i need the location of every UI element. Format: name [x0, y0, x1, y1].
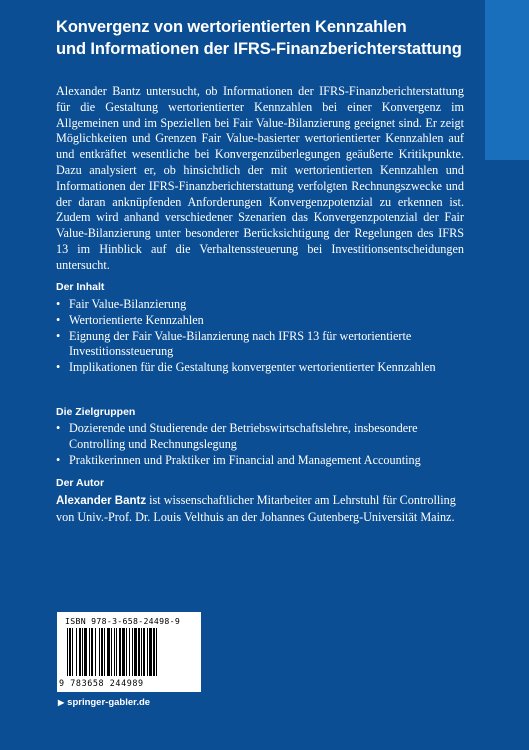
bullet-icon: •: [56, 452, 61, 467]
zielgruppen-heading: Die Zielgruppen: [56, 406, 136, 418]
author-name: Alexander Bantz: [56, 495, 147, 507]
title-line-2: und Informationen der IFRS-Finanzberichterstattung: [56, 40, 462, 58]
list-item: • Implikationen für die Gestaltung konvergenter wertorientierter Kennzahlen: [56, 360, 436, 375]
author-bio: ist wissenschaftlicher Mitarbeiter am Lehrstuhl für Controlling von Univ.-Prof. Dr. Louis Velthuis an der Johannes Gutenberg-Universität Mainz.: [56, 493, 456, 524]
inhalt-heading: Der Inhalt: [56, 281, 105, 293]
publisher-link[interactable]: [58, 697, 150, 708]
arrow-right-icon: ▶: [58, 698, 65, 707]
bullet-icon: •: [56, 360, 61, 375]
intro-paragraph: Alexander Bantz untersucht, ob Informationen der IFRS-Finanzberichterstattung für die Gestaltung wertorientierter Kennzahlen bei einer Konvergenz im Allgemeinen und im Speziellen bei Fair Value-Bilanzierung geeignet sind. Er zeigt Möglichkeiten und Grenzen Fair Value-basierter wertorientierter Kennzahlen auf und entkräftet wesentliche bei Konvergenzüberlegungen geäußerte Kritikpunkte. Dazu analysiert er, ob hinsichtlich der mit wertorientierten Kennzahlen und Informationen der IFRS-Finanzberichterstattung verfolgten Rechnungszwecke und der daran anknüpfenden Anforderungen Konvergenzpotenzial zu erkennen ist. Zudem wird anhand verschiedener Szenarien das Konvergenzpotenzial der Fair Value-Bilanzierung unter besonderer Berücksichtigung der Regelungen des IFRS 13 im Hinblick auf die Verhaltenssteuerung bei Investitionsentscheidungen untersucht.: [56, 84, 464, 272]
title-line-1: Konvergenz von wertorientierten Kennzahlen: [56, 18, 407, 36]
publisher-url: springer-gabler.de: [67, 697, 151, 708]
bullet-icon: •: [56, 312, 61, 327]
barcode-digits: 9 783658 244989: [59, 678, 144, 688]
list-item: • Wertorientierte Kennzahlen: [56, 312, 204, 327]
zielgruppen-list: [56, 421, 456, 468]
bullet-icon: •: [56, 297, 61, 311]
list-item: • Eignung der Fair Value-Bilanzierung nach IFRS 13 für wertorientierte Investitionssteuerung: [56, 328, 412, 359]
barcode: [57, 612, 201, 692]
isbn-label: ISBN 978-3-658-24498-9: [65, 616, 181, 626]
autor-heading: Der Autor: [56, 477, 105, 489]
list-item: • Praktikerinnen und Praktiker im Financial and Management Accounting: [56, 452, 421, 467]
inhalt-list: [56, 297, 456, 376]
list-item: • Dozierende und Studierende der Betriebswirtschaftslehre, insbesondere Controlling und Rechnungslegung: [56, 421, 418, 451]
bullet-icon: •: [56, 421, 61, 435]
accent-bar: [485, 0, 529, 160]
barcode-bars: [67, 628, 191, 676]
list-item: • Fair Value-Bilanzierung: [56, 297, 187, 311]
autor-paragraph: [56, 493, 466, 526]
book-title: [56, 16, 476, 60]
bullet-icon: •: [56, 328, 61, 343]
